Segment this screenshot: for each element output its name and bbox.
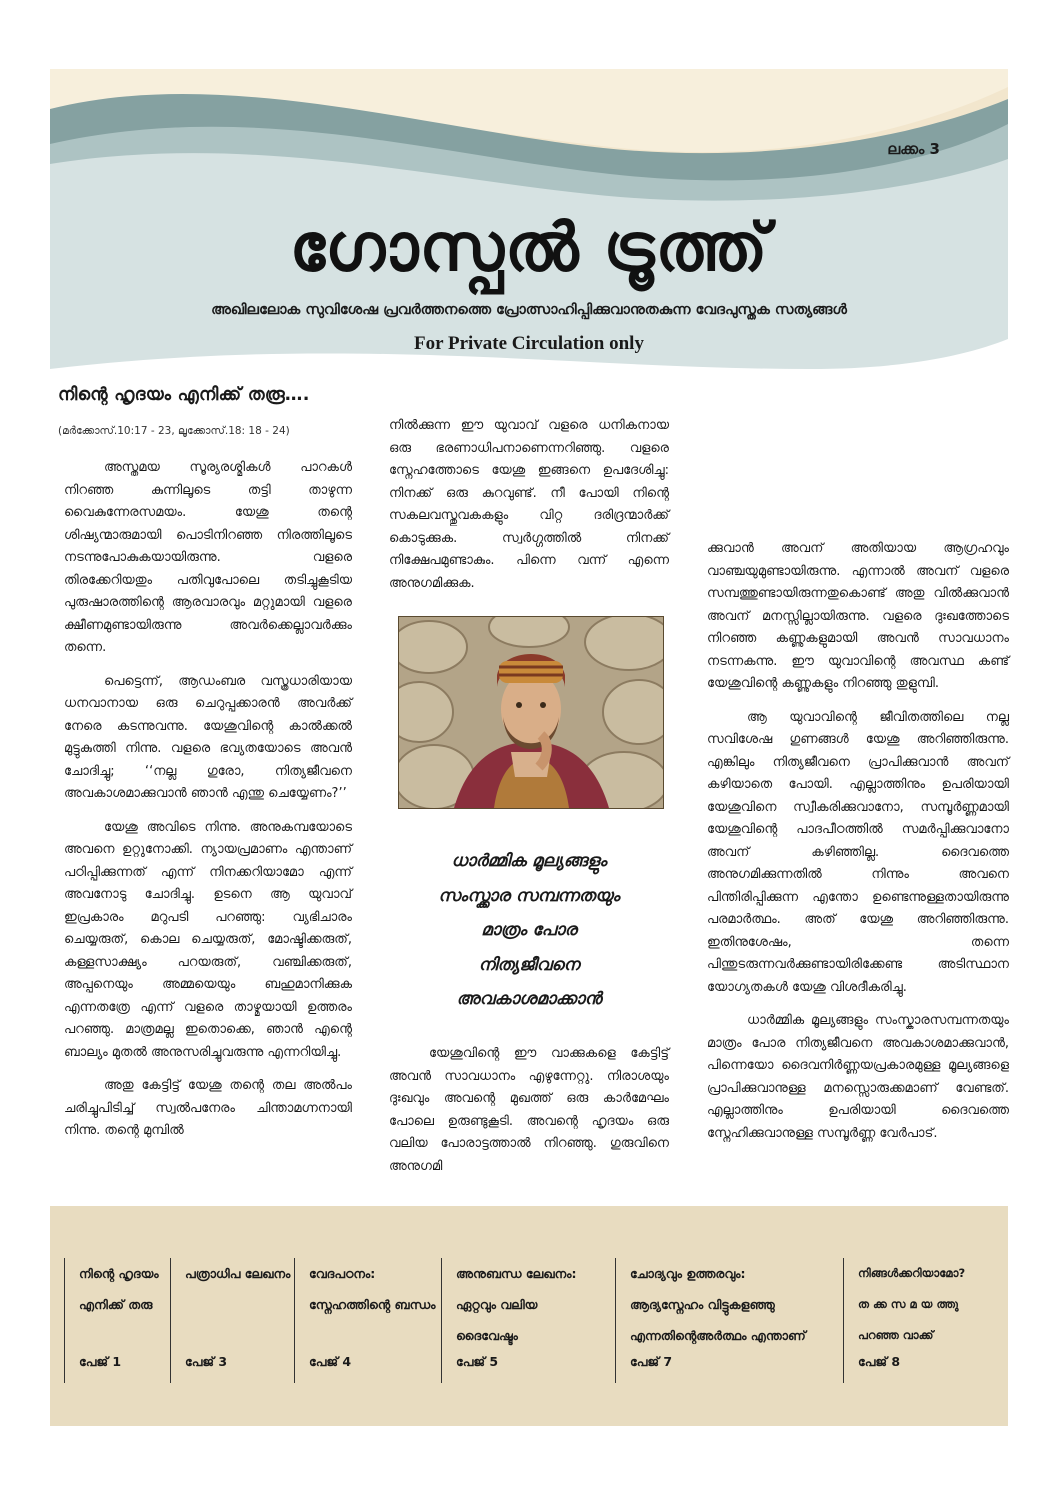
toc-item-label: വേദപഠനം: xyxy=(309,1266,376,1281)
toc-item-label: നിങ്ങൾക്കറിയാമോ? xyxy=(858,1266,966,1280)
toc-item-page-5[interactable] xyxy=(441,1258,611,1383)
toc-item-label: ഏറ്റവും വലിയ xyxy=(456,1297,538,1312)
toc-item-label: നിന്റെ ഹൃദയം xyxy=(79,1266,159,1281)
pull-quote-line: ധാർമ്മിക മൂല്യങ്ങളും xyxy=(451,851,607,871)
pull-quote-line: സംസ്ക്കാര സമ്പന്നതയും xyxy=(438,885,620,906)
pull-quote-line: അവകാശമാക്കാൻ xyxy=(456,989,602,1009)
toc-item-page-4[interactable] xyxy=(294,1258,439,1383)
toc-page-number: പേജ് 7 xyxy=(630,1354,673,1369)
scripture-reference: (മർക്കോസ്.10:17 - 23, ലൂക്കോസ്.18: 18 - 24) xyxy=(58,425,290,437)
toc-item-label: ദൈവേഷ്ടം xyxy=(456,1328,518,1343)
toc-item-label: ചോദ്യവും ഉത്തരവും: xyxy=(630,1266,746,1281)
toc-item-label: സ്നേഹത്തിന്റെ ബന്ധം xyxy=(309,1297,436,1312)
toc-item-page-3[interactable] xyxy=(170,1258,295,1383)
toc-item-label: പത്രാധിപ ലേഖനം xyxy=(185,1266,291,1281)
toc-item-label: എന്നതിന്റെഅർത്ഥം എന്താണ് xyxy=(630,1328,806,1343)
pull-quote xyxy=(389,844,669,1017)
private-circulation-note: For Private Circulation only xyxy=(414,333,644,354)
illustration-pensive-young-man xyxy=(398,616,664,809)
toc-item-label: ത ക്ക സ മ യ ത്ത‌ു xyxy=(858,1297,959,1311)
paragraph: അതു കേട്ടിട്ട് യേശു തന്റെ തല അൽപം ചരിച്ചുപിടിച്ച് സ്വൽപനേരം ചിന്താമഗ്നനായി നിന്നു. തന്റെ മുമ്പിൽ xyxy=(64,1078,352,1138)
toc-page-number: പേജ് 8 xyxy=(858,1354,901,1369)
tagline: അഖിലലോക സുവിശേഷ പ്രവർത്തനത്തെ പ്രോത്സാഹിപ്പിക്കുവാനുതകുന്ന വേദപുസ്തക സത്യങ്ങൾ xyxy=(211,302,847,318)
toc-item-label: പറഞ്ഞ വാക്ക് xyxy=(858,1328,934,1342)
paragraph: ധാർമ്മിക മൂല്യങ്ങളും സംസ്കാരസമ്പന്നതയും മാത്രം പോര നിത്യജീവനെ അവകാശമാക്കുവാൻ, പിന്നെയോ ദൈവനിർണ്ണയപ്രകാരമുള്ള മൂല്യങ്ങളെ പ്രാപിക്കുവാനുള്ള മനസ്സൊരുക്കമാണ് വേണ്ടത്. എല്ലാത്തിനും ഉപരിയായി ദൈവത്തെ സ്നേഹിക്കുവാനുള്ള സമ്പൂർണ്ണ വേർപാട്. xyxy=(707,1013,1009,1141)
toc-item-page-1[interactable] xyxy=(64,1258,179,1383)
toc-item-label: എനിക്ക് തരു xyxy=(79,1297,153,1312)
issue-number: ലക്കം 3 xyxy=(887,140,940,158)
toc-item-page-8[interactable] xyxy=(843,1258,998,1383)
paragraph: ആ യുവാവിന്റെ ജീവിതത്തിലെ നല്ല സവിശേഷ ഗുണങ്ങൾ യേശു അറിഞ്ഞിരുന്നു. എങ്കിലും നിത്യജീവനെ പ്രാപിക്കുവാൻ അവന് കഴിയാതെ പോയി. എല്ലാത്തിനും ഉപരിയായി യേശുവിനെ സ്വീകരിക്കുവാനോ, സമ്പൂർണ്ണമായി യേശുവിന്റെ പാദപീഠത്തിൽ സമർപ്പിക്കുവാനോ അവന് കഴിഞ്ഞില്ല. ദൈവത്തെ അനുഗമിക്കുന്നതിൽ നിന്നും അവനെ പിന്തിരിപ്പിക്കുന്ന എന്തോ ഉണ്ടെന്നുള്ളതായിരുന്നു പരമാർത്ഥം. അത് യേശു അറിഞ്ഞിരുന്നു. ഇതിനുശേഷം, തന്നെ പിന്തുടരുന്നവർക്കുണ്ടായിരിക്കേണ്ട അടിസ്ഥാന യോഗ്യതകൾ യേശു വിശദീകരിച്ചു. xyxy=(707,709,1009,995)
toc-page-number: പേജ് 1 xyxy=(79,1354,122,1369)
article-title: നിന്റെ ഹൃദയം എനിക്ക് തരൂ…. xyxy=(58,385,310,405)
paragraph: യേശു അവിടെ നിന്നു. അനുകമ്പയോടെ അവനെ ഉറ്റുനോക്കി. ന്യായപ്രമാണം എന്താണ് പഠിപ്പിക്കുന്നത് എന്ന് നിനക്കറിയാമോ എന്ന് അവനോടു ചോദിച്ചു. ഉടനെ ആ യുവാവ് ഇപ്രകാരം മറുപടി പറഞ്ഞു: വ്യഭിചാരം ചെയ്യരുത്, കൊല ചെയ്യരുത്, മോഷ്ടിക്കരുത്, കള്ളസാക്ഷ്യം പറയരുത്, വഞ്ചിക്കരുത്, അപ്പനെയും അമ്മയെയും ബഹുമാനിക്കുക എന്നതത്രേ എന്ന് വളരെ താഴ്മയായി ഉത്തരം പറഞ്ഞു. മാത്രമല്ല ഇതൊക്കെ, ഞാൻ എന്റെ ബാല്യം മുതൽ അനുസരിച്ചുവരുന്നു എന്നറിയിച്ചു. xyxy=(64,819,352,1060)
toc-page-number: പേജ് 4 xyxy=(309,1354,352,1369)
article-column-3 xyxy=(707,538,1009,1156)
masthead-banner xyxy=(50,69,1008,401)
paragraph: ക്കുവാൻ അവന് അതിയായ ആഗ്രഹവും വാഞ്ചയുമുണ്ടായിരുന്നു. എന്നാൽ അവന് വളരെ സമ്പത്തുണ്ടായിരുന്നതുകൊണ്ട് അതു വിൽക്കുവാൻ അവന് മനസ്സില്ലായിരുന്നു. വളരെ ദുഃഖത്തോടെ നിറഞ്ഞ കണ്ണുകളുമായി അവൻ സാവധാനം നടന്നകന്നു. ഈ യുവാവിന്റെ അവസ്ഥ കണ്ട് യേശുവിന്റെ കണ്ണുകളും നിറഞ്ഞു തുളുമ്പി. xyxy=(707,541,1009,691)
toc-page-number: പേജ് 3 xyxy=(185,1354,228,1369)
toc-item-label: ആദ്യസ്നേഹം വിട്ടുകളഞ്ഞു xyxy=(630,1297,775,1312)
article-column-2-continued xyxy=(389,1043,669,1189)
masthead-title: ഗോസ്പൽ ട്രൂത്ത് xyxy=(289,209,769,286)
paragraph: അസ്തമയ സൂര്യരശ്മികൾ പാറകൾ നിറഞ്ഞ കുന്നിലൂടെ തട്ടി താഴുന്ന വൈകുന്നേരസമയം. യേശു തന്റെ ശിഷ്യന്മാരുമായി പൊടിനിറഞ്ഞ നിരത്തിലൂടെ നടന്നുപോകുകയായിരുന്നു. വളരെ തിരക്കേറിയതും പതിവുപോലെ തടിച്ചുകൂടിയ പുരുഷാരത്തിന്റെ ആരവാരവും മറ്റുമായി വളരെ ക്ഷീണമുണ്ടായിരുന്നു അവർക്കെല്ലാവർക്കും തന്നെ. xyxy=(64,460,352,655)
young-man-illustration-icon xyxy=(399,617,663,808)
pull-quote-line: മാത്രം പോര xyxy=(481,920,577,940)
paragraph: യേശുവിന്റെ ഈ വാക്കുകളെ കേട്ടിട്ട് അവൻ സാവധാനം എഴുന്നേറ്റു. നിരാശയും ദുഃഖവും അവന്റെ മുഖത്ത് ഒരു കാർമേഘം പോലെ ഉരുണ്ടുകൂടി. അവന്റെ ഹൃദയം ഒരു വലിയ പോരാട്ടത്താൽ നിറഞ്ഞു. ഗുരുവിനെ അനുഗമി xyxy=(389,1046,669,1174)
paragraph: നിൽക്കുന്ന ഈ യുവാവ് വളരെ ധനികനായ ഒരു ഭരണാധിപനാണെന്നറിഞ്ഞു. വളരെ സ്നേഹത്തോടെ യേശു ഇങ്ങനെ ഉപദേശിച്ചു: നിനക്ക് ഒരു കുറവുണ്ട്. നീ പോയി നിന്റെ സകലവസ്തുവകകളും വിറ്റ ദരിദ്രന്മാർക്ക് കൊടുക്കുക. സ്വർഗ്ഗത്തിൽ നിനക്ക് നിക്ഷേപമുണ്ടാകും. പിന്നെ വന്ന് എന്നെ അനുഗമിക്കുക. xyxy=(389,418,669,591)
toc-page-number: പേജ് 5 xyxy=(456,1354,499,1369)
article-column-1 xyxy=(64,457,352,1154)
paragraph: പെട്ടെന്ന്, ആഡംബര വസ്ത്രധാരിയായ ധനവാനായ ഒരു ചെറുപ്പക്കാരൻ അവർക്ക് നേരെ കടന്നുവന്നു. യേശുവിന്റെ കാൽക്കൽ മുട്ടുകുത്തി നിന്നു. വളരെ ഭവ്യതയോടെ അവൻ ചോദിച്ചു; ‘‘നല്ല ഗുരോ, നിത്യജീവനെ അവകാശമാക്കുവാൻ ഞാൻ എന്തു ചെയ്യേണം?’’ xyxy=(64,673,352,801)
article-column-2 xyxy=(389,415,669,606)
toc-item-page-7[interactable] xyxy=(615,1258,840,1383)
pull-quote-line: നിത്യജീവനെ xyxy=(478,954,580,975)
toc-item-label: അനുബന്ധ ലേഖനം: xyxy=(456,1266,577,1281)
